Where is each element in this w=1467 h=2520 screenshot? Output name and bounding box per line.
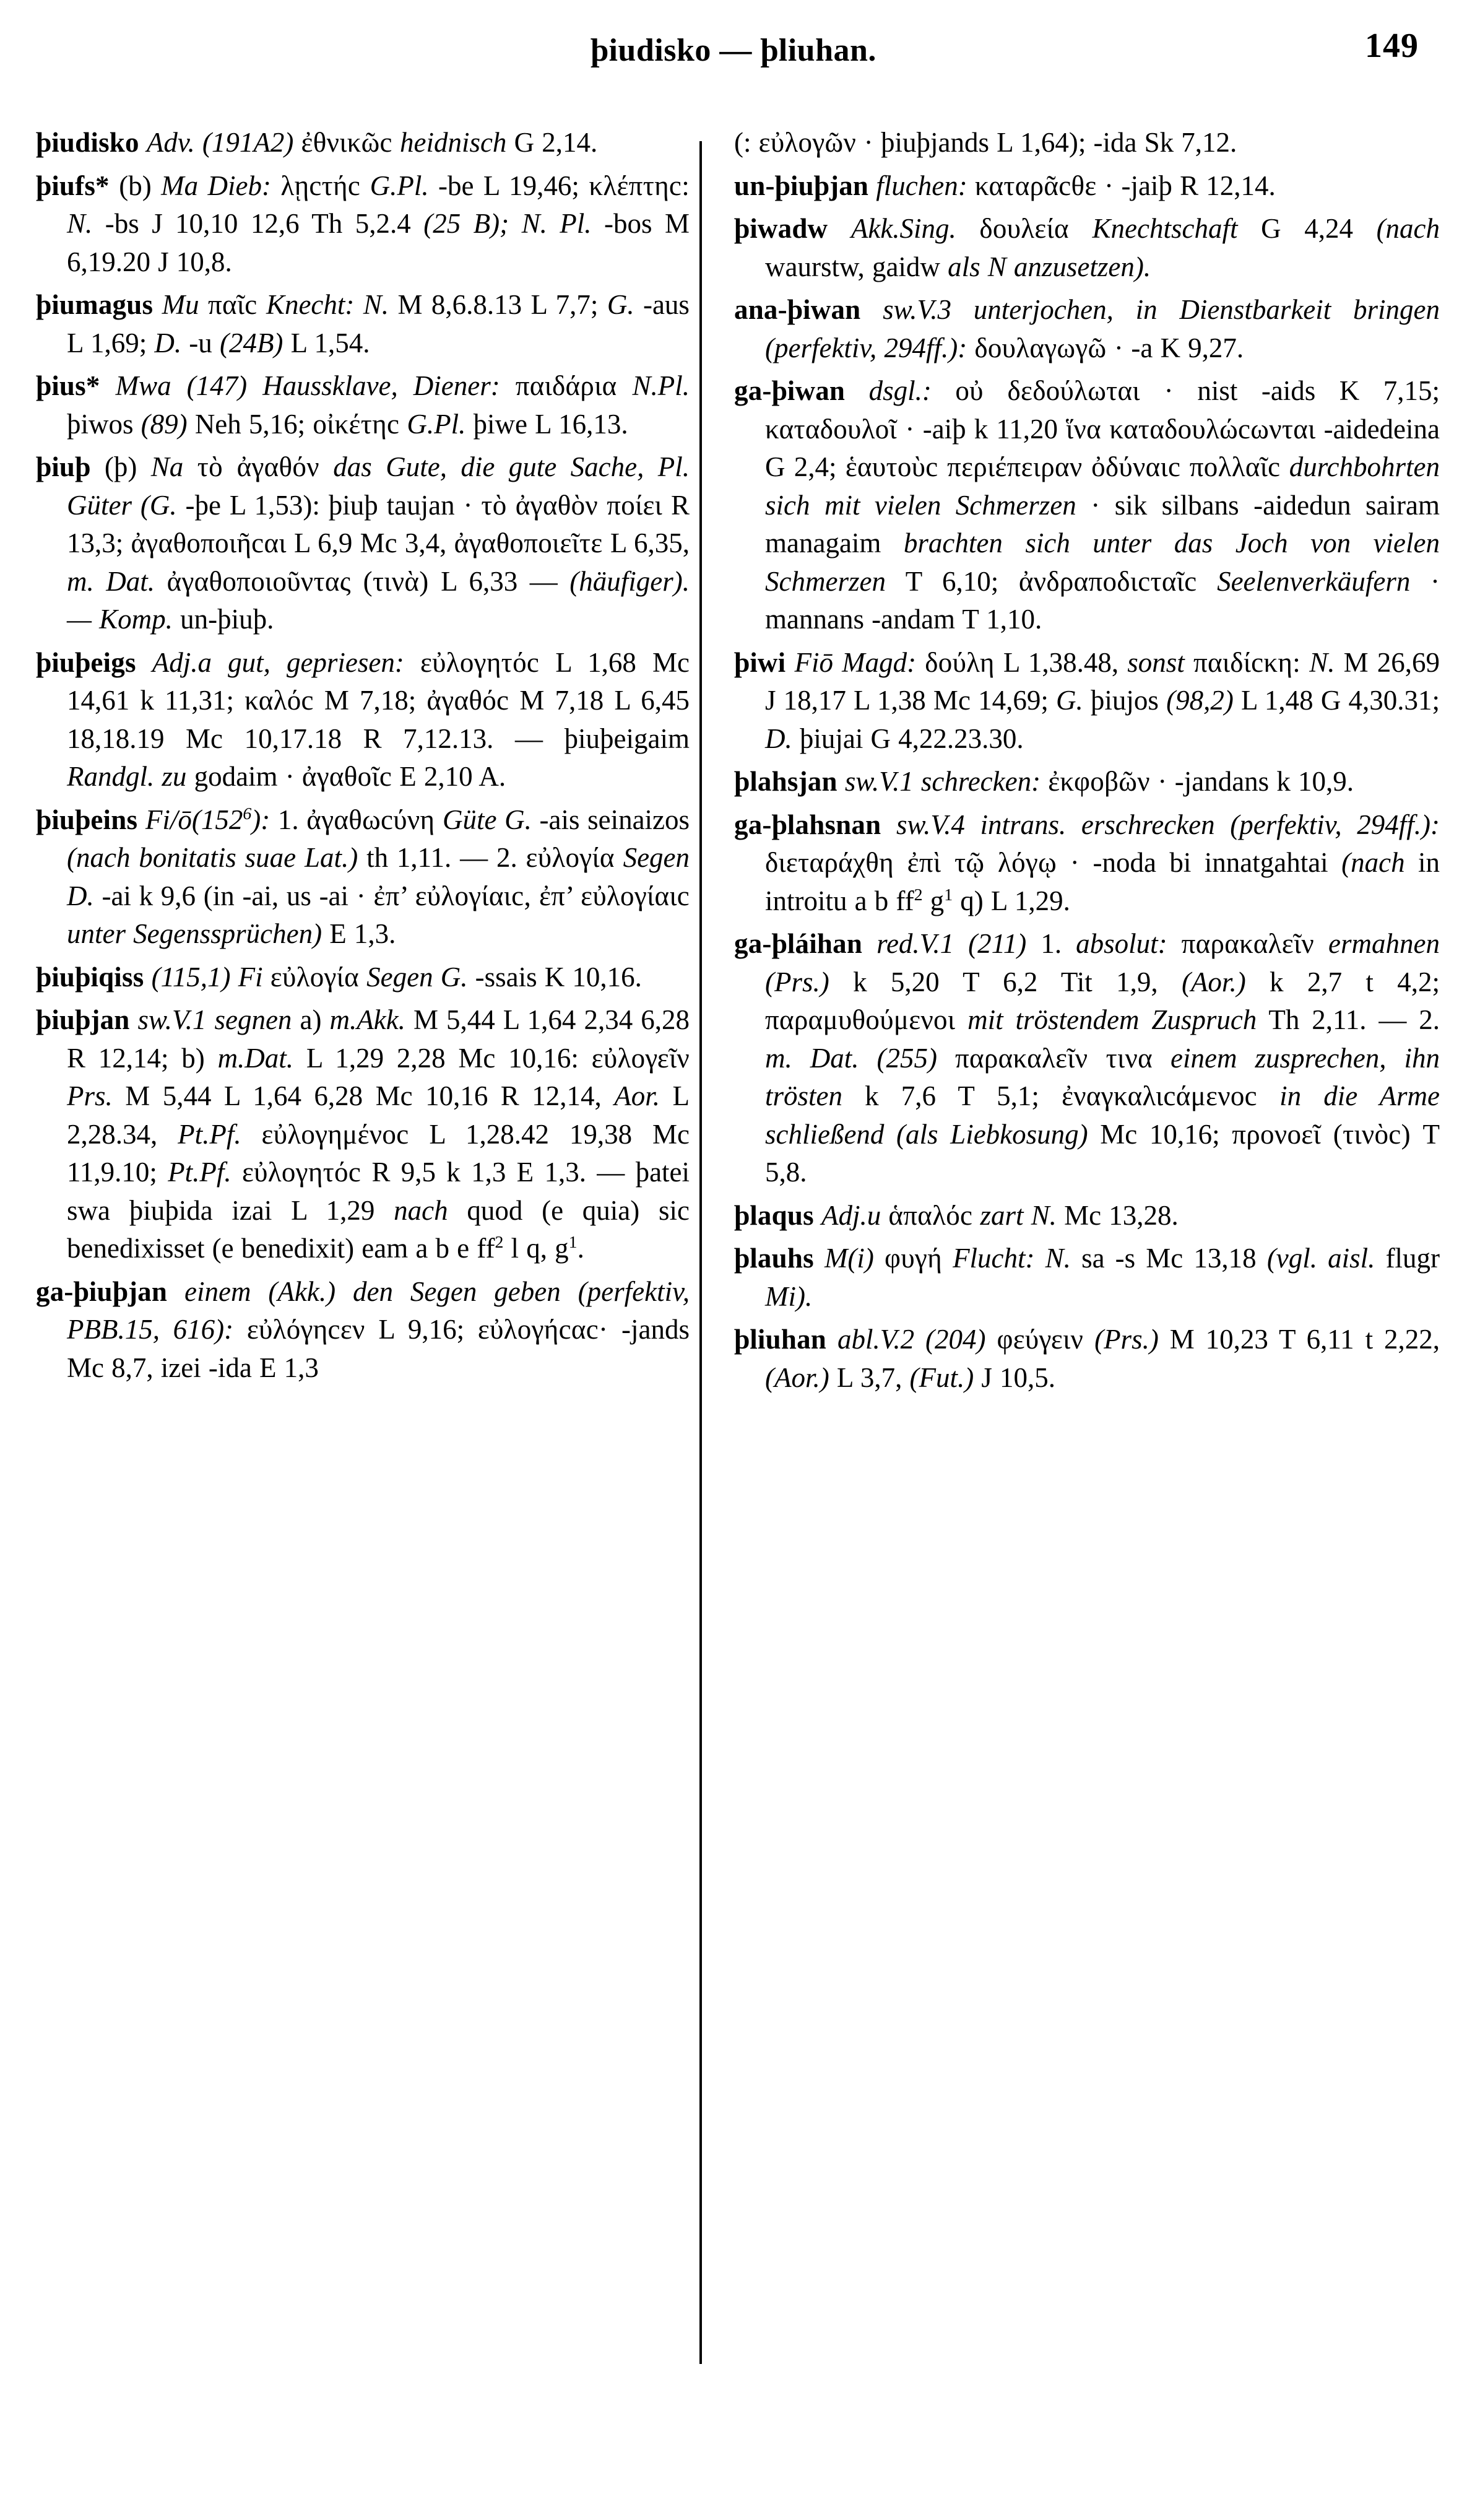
left-column <box>0 124 699 1387</box>
dictionary-entry: þiwadw Akk.Sing. δουλεία Knechtschaft G 4,24 (nach waurstw, gaidw als N anzusetzen). <box>734 213 1440 282</box>
dictionary-entry: þiuþjan sw.V.1 segnen a) m.Akk. M 5,44 L 1,64 2,34 6,28 R 12,14; b) m.Dat. L 1,29 2,28 Mc 10,16: εὐλογεῖν Prs. M 5,44 L 1,64 6,28 Mc 10,16 R 12,14, Aor. L 2,28.34, Pt.Pf. εὐλογημένοc L 1,28.42 19,38 Mc 11,9.10; Pt.Pf. εὐλογητόc R 9,5 k 1,3 E 1,3. — þatei swa þiuþida izai L 1,29 nach quod (e quia) sic benedixisset (e benedixit) eam a b e $ff^2$ l q, $g^1$. <box>36 1004 690 1264</box>
dictionary-entry: þiuþ (þ) Na τὸ ἀγαθόν das Gute, die gute Sache, Pl. Güter (G. -þe L 1,53): þiuþ taujan · τὸ ἀγαθὸν ποίει R 13,3; ἀγαθοποιῆcαι L 6,9 Mc 3,4, ἀγαθοποιεῖτε L 6,35, m. Dat. ἀγαθοποιοῦντας (τινὰ) L 6,33 — (häufiger). — Komp. un-þiuþ. <box>36 451 690 635</box>
dictionary-entry: þiuþiqiss (115,1) Fi εὐλογία Segen G. -ssais K 10,16. <box>36 961 642 993</box>
page-number: 149 <box>1365 27 1419 65</box>
text-columns <box>0 124 1467 2364</box>
dictionary-entry: ana-þiwan sw.V.3 unterjochen, in Dienstbarkeit bringen (perfektiv, 294ff.): δουλαγωγῶ · -a K 9,27. <box>734 294 1440 363</box>
dictionary-entry: þlahsjan sw.V.1 schrecken: ἐκφοβῶν · -jandans k 10,9. <box>734 766 1354 797</box>
dictionary-entry: þiwi Fiō Magd: δούλη L 1,38.48, sonst παιδίcκη: N. M 26,69 J 18,17 L 1,38 Mc 14,69; G. þiujos (98,2) L 1,48 G 4,30.31; D. þiujai G 4,22.23.30. <box>734 646 1440 754</box>
dictionary-entry: un-þiuþjan fluchen: καταρᾶcθε · -jaiþ R 12,14. <box>734 170 1276 201</box>
dictionary-entry: ga-þiwan dsgl.: οὐ δεδούλωται · nist -aids K 7,15; καταδουλοῖ · -aiþ k 11,20 ἵνα καταδουλώcωνται -aidedeina G 2,4; ἑαυτοὺc περιέπειραν ὀδύναιc πολλαῖc durchbohrten sich mit vielen Schmerzen · sik silbans -aidedun sairam managaim brachten sich unter das Joch von vielen Schmerzen T 6,10; ἀνδραποδιcταῖc Seelenverkäufern · mannans -andam T 1,10. <box>734 375 1440 635</box>
dictionary-entry: þiudisko Adv. (191A2) ἐθνικῶc heidnisch G 2,14. <box>36 127 598 158</box>
dictionary-entry: þlauhs M(i) φυγή Flucht: N. sa -s Mc 13,18 (vgl. aisl. flugr Mi). <box>734 1243 1440 1312</box>
dictionary-entry: þiuþeins $Fi/ō(152^6)$: 1. ἀγαθωcύνη Güte G. -ais seinaizos (nach bonitatis suae Lat.) th 1,11. — 2. εὐλογία Segen D. -ai k 9,6 (in -ai, us -ai · ἐπ’ εὐλογίαιc, ἐπ’ εὐλογίαιc unter Segenssprüchen) E 1,3. <box>36 804 690 949</box>
dictionary-entry: ga-þiuþjan einem (Akk.) den Segen geben (perfektiv, PBB.15, 616): εὐλόγηcεν L 9,16; εὐλογήcαc· -jands Mc 8,7, izei -ida E 1,3 <box>36 1275 690 1383</box>
dictionary-entry: þlaqus Adj.u ἁπαλόc zart N. Mc 13,28. <box>734 1199 1179 1231</box>
dictionary-entry: þius* Mwa (147) Haussklave, Diener: παιδάρια N.Pl. þiwos (89) Neh 5,16; οἰκέτηc G.Pl. þiwe L 16,13. <box>36 370 690 440</box>
dictionary-entry: ga-þlahsnan sw.V.4 intrans. erschrecken (perfektiv, 294ff.): διεταράχθη ἐπὶ τῷ λόγῳ · -noda bi innatgahtai (nach in introitu a b $ff^2$ $g^1$ q) L 1,29. <box>734 809 1440 916</box>
dictionary-entry: þiumagus Mu παῖc Knecht: N. M 8,6.8.13 L 7,7; G. -aus L 1,69; D. -u (24B) L 1,54. <box>36 289 690 358</box>
dictionary-entry: þiufs* (b) Ma Dieb: λῃcτήc G.Pl. -be L 19,46; κλέπτηc: N. -bs J 10,10 12,6 Th 5,2.4 (25 B); N. Pl. -bos M 6,19.20 J 10,8. <box>36 170 690 277</box>
dictionary-entry: ga-þláihan red.V.1 (211) 1. absolut: παρακαλεῖν ermahnen (Prs.) k 5,20 T 6,2 Tit 1,9, (Aor.) k 2,7 t 4,2; παραμυθούμενοι mit tröstendem Zuspruch Th 2,11. — 2. m. Dat. (255) παρακαλεῖν τινα einem zusprechen, ihn trösten k 7,6 T 5,1; ἐναγκαλιcάμενοc in die Arme schließend (als Liebkosung) Mc 10,16; προνοεῖ (τινὸc) T 5,8. <box>734 928 1440 1188</box>
entry-continuation: (: εὐλογῶν · þiuþjands L 1,64); -ida Sk 7,12. <box>734 127 1237 158</box>
dictionary-entry: þliuhan abl.V.2 (204) φεύγειν (Prs.) M 10,23 T 6,11 t 2,22, (Aor.) L 3,7, (Fut.) J 10,5. <box>734 1324 1440 1393</box>
page-title: þiudisko — þliuhan. <box>591 33 876 68</box>
running-head <box>0 27 1467 82</box>
right-column <box>702 124 1467 1397</box>
dictionary-entry: þiuþeigs Adj.a gut, gepriesen: εὐλογητόc L 1,68 Mc 14,61 k 11,31; καλόc M 7,18; ἀγαθόc M 7,18 L 6,45 18,18.19 Mc 10,17.18 R 7,12.13. — þiuþeigaim Randgl. zu godaim · ἀγαθοῖc E 2,10 A. <box>36 646 690 792</box>
